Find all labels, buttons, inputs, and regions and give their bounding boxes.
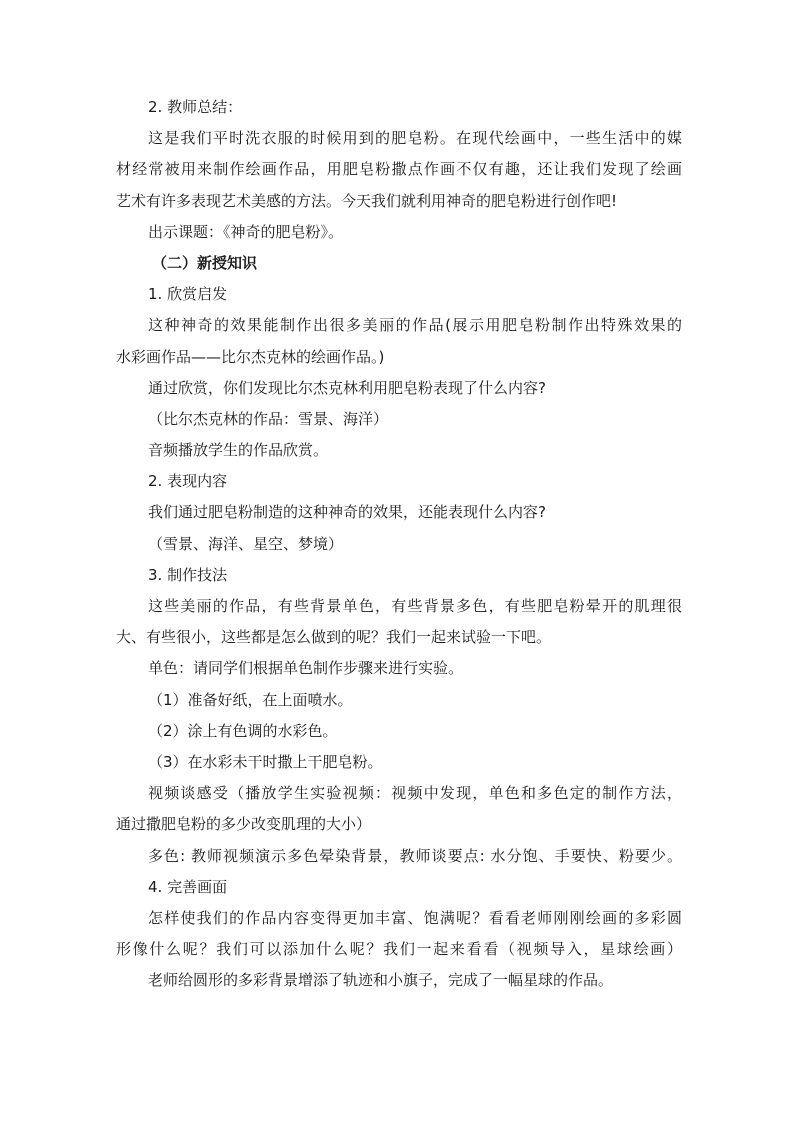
- text-line: （比尔杰克林的作品：雪景、海洋）: [148, 409, 389, 428]
- text-line: 水彩画作品——比尔杰克林的绘画作品。): [116, 347, 385, 366]
- text-line: （雪景、海洋、星空、梦境）: [148, 534, 344, 553]
- subsection-heading: 2. 表现内容: [148, 472, 228, 491]
- text-line: 这是我们平时洗衣服的时候用到的肥皂粉。在现代绘画中，一些生活中的媒: [148, 129, 682, 148]
- text-line: 怎样使我们的作品内容变得更加丰富、饱满呢？看看老师刚刚绘画的多彩圆: [148, 908, 682, 927]
- text-line: 形像什么呢？我们可以添加什么呢？我们一起来看看（视频导入，星球绘画）: [116, 940, 682, 959]
- subsection-heading: 4. 完善画面: [148, 877, 228, 896]
- step-item: （3）在水彩未干时撒上干肥皂粉。: [148, 752, 383, 771]
- text-line: 这些美丽的作品，有些背景单色，有些背景多色，有些肥皂粉晕开的肌理很: [148, 597, 682, 615]
- text-line: 视频谈感受（播放学生实验视频：视频中发现，单色和多色定的制作方法，: [148, 784, 682, 803]
- subsection-heading: 1. 欣赏启发: [148, 285, 228, 304]
- step-item: （1）准备好纸，在上面喷水。: [148, 690, 353, 709]
- document-page: [116, 92, 682, 996]
- text-line: 单色：请同学们根据单色制作步骤来进行实验。: [148, 659, 464, 678]
- step-item: （2）涂上有色调的水彩色。: [148, 721, 338, 740]
- text-line: 这种神奇的效果能制作出很多美丽的作品(展示用肥皂粉制作出特殊效果的: [148, 316, 682, 335]
- text-line: 多色: 教师视频演示多色晕染背景，教师谈要点: 水分饱、手要快、粉要少。: [148, 846, 682, 865]
- text-line: 材经常被用来制作绘画作品，用肥皂粉撒点作画不仅有趣，还让我们发现了绘画: [116, 160, 682, 179]
- subsection-heading: 3. 制作技法: [148, 565, 228, 584]
- text-line: 通过欣赏，你们发现比尔杰克林利用肥皂粉表现了什么内容?: [148, 378, 546, 397]
- text-line: 艺术有许多表现艺术美感的方法。今天我们就利用神奇的肥皂粉进行创作吧!: [116, 191, 618, 210]
- text-line: 我们通过肥皂粉制造的这种神奇的效果，还能表现什么内容?: [148, 503, 546, 522]
- text-line: 老师给圆形的多彩背景增添了轨迹和小旗子，完成了一幅星球的作品。: [148, 971, 614, 990]
- text-line: 大、有些很小，这些都是怎么做到的呢？我们一起来试验一下吧。: [116, 628, 552, 647]
- text-line: 音频播放学生的作品欣赏。: [148, 441, 329, 460]
- text-line: 2. 教师总结：: [148, 98, 243, 116]
- text-line: 通过撒肥皂粉的多少改变肌理的大小）: [116, 815, 372, 834]
- section-heading: （二）新授知识: [152, 253, 258, 272]
- lesson-title-line: 出示课题：《神奇的肥皂粉》。: [148, 222, 344, 241]
